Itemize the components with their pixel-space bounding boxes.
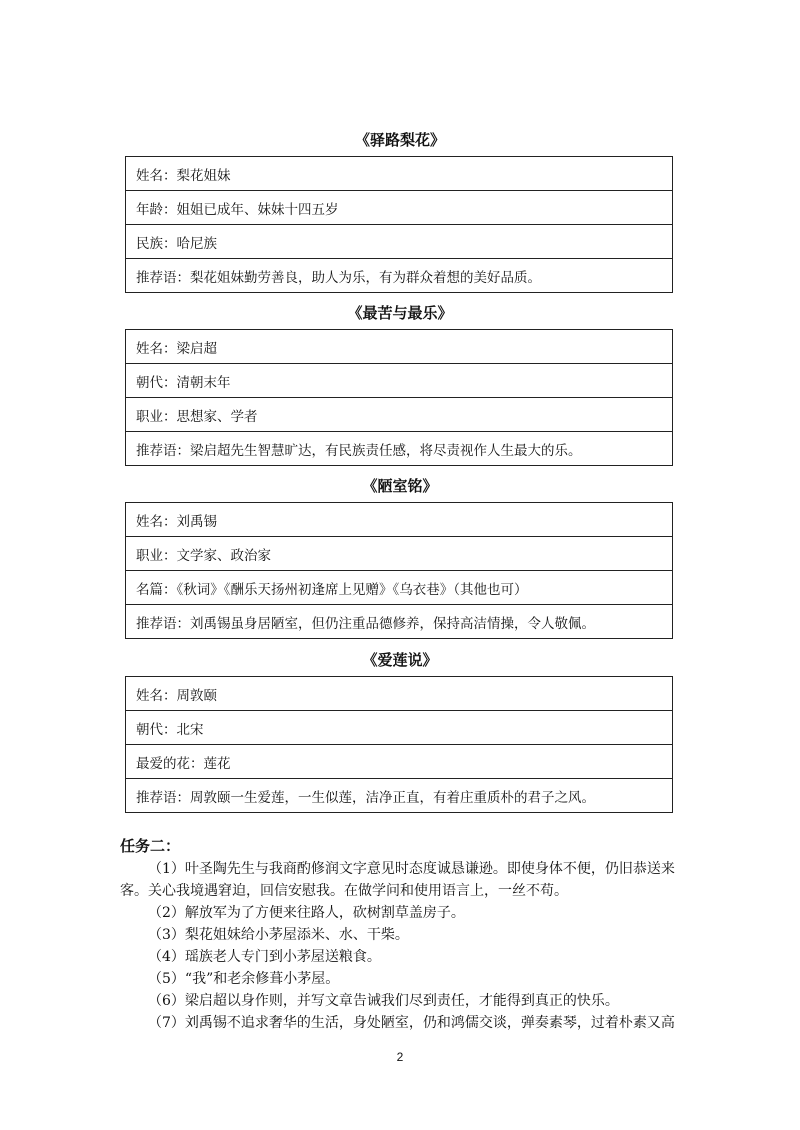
card-row: 姓名：梨花姐妹 <box>126 157 673 191</box>
task-heading: 任务二： <box>120 837 181 855</box>
task-item: （7）刘禹锡不追求奢华的生活，身处陋室，仍和鸿儒交谈，弹奏素琴，过着朴素又高 <box>148 1015 675 1031</box>
card-row: 姓名：刘禹锡 <box>126 503 673 537</box>
card-row: 推荐语：周敦颐一生爱莲，一生似莲，洁净正直，有着庄重质朴的君子之风。 <box>126 779 673 813</box>
section-title-2: 《最苦与最乐》 <box>347 304 453 322</box>
card-row: 朝代：北宋 <box>126 711 673 745</box>
card-row: 推荐语：刘禹锡虽身居陋室，但仍注重品德修养，保持高洁情操，令人敬佩。 <box>126 605 673 639</box>
section-title-4: 《爱莲说》 <box>362 651 438 669</box>
card-row: 最爱的花：莲花 <box>126 745 673 779</box>
task-item: （4）瑶族老人专门到小茅屋送粮食。 <box>148 949 381 965</box>
task-item: （2）解放军为了方便来往路人，砍树割草盖房子。 <box>148 905 465 921</box>
card-row: 民族：哈尼族 <box>126 225 673 259</box>
info-card-3 <box>125 502 673 639</box>
info-card-2 <box>125 329 673 466</box>
task-item: （6）梁启超以身作则，并写文章告诫我们尽到责任，才能得到真正的快乐。 <box>148 993 619 1009</box>
page-number: 2 <box>396 1050 404 1064</box>
card-row: 推荐语：梨花姐妹勤劳善良，助人为乐，有为群众着想的美好品质。 <box>126 259 673 293</box>
task-item: （3）梨花姐妹给小茅屋添米、水、干柴。 <box>148 927 409 943</box>
card-row: 姓名：梁启超 <box>126 330 673 364</box>
info-card-1 <box>125 156 673 293</box>
card-row: 职业：文学家、政治家 <box>126 537 673 571</box>
task-item: （1）叶圣陶先生与我商酌修润文字意见时态度诚恳谦逊。即使身体不便，仍旧恭送来客。关心我境遇窘迫，回信安慰我。在做学问和使用语言上，一丝不苟。 <box>120 861 675 899</box>
card-row: 朝代：清朝末年 <box>126 364 673 398</box>
card-row: 推荐语：梁启超先生智慧旷达，有民族责任感，将尽责视作人生最大的乐。 <box>126 432 673 466</box>
task-list <box>120 858 690 1034</box>
section-title-3: 《陋室铭》 <box>362 477 438 495</box>
card-row: 职业：思想家、学者 <box>126 398 673 432</box>
info-card-4 <box>125 676 673 813</box>
task-item: （5）“我”和老余修葺小茅屋。 <box>148 971 340 987</box>
card-row: 年龄：姐姐已成年、妹妹十四五岁 <box>126 191 673 225</box>
card-row: 姓名：周敦颐 <box>126 677 673 711</box>
card-row: 名篇：《秋词》《酬乐天扬州初逢席上见赠》《乌衣巷》（其他也可） <box>126 571 673 605</box>
section-title-1: 《驿路梨花》 <box>354 131 445 149</box>
